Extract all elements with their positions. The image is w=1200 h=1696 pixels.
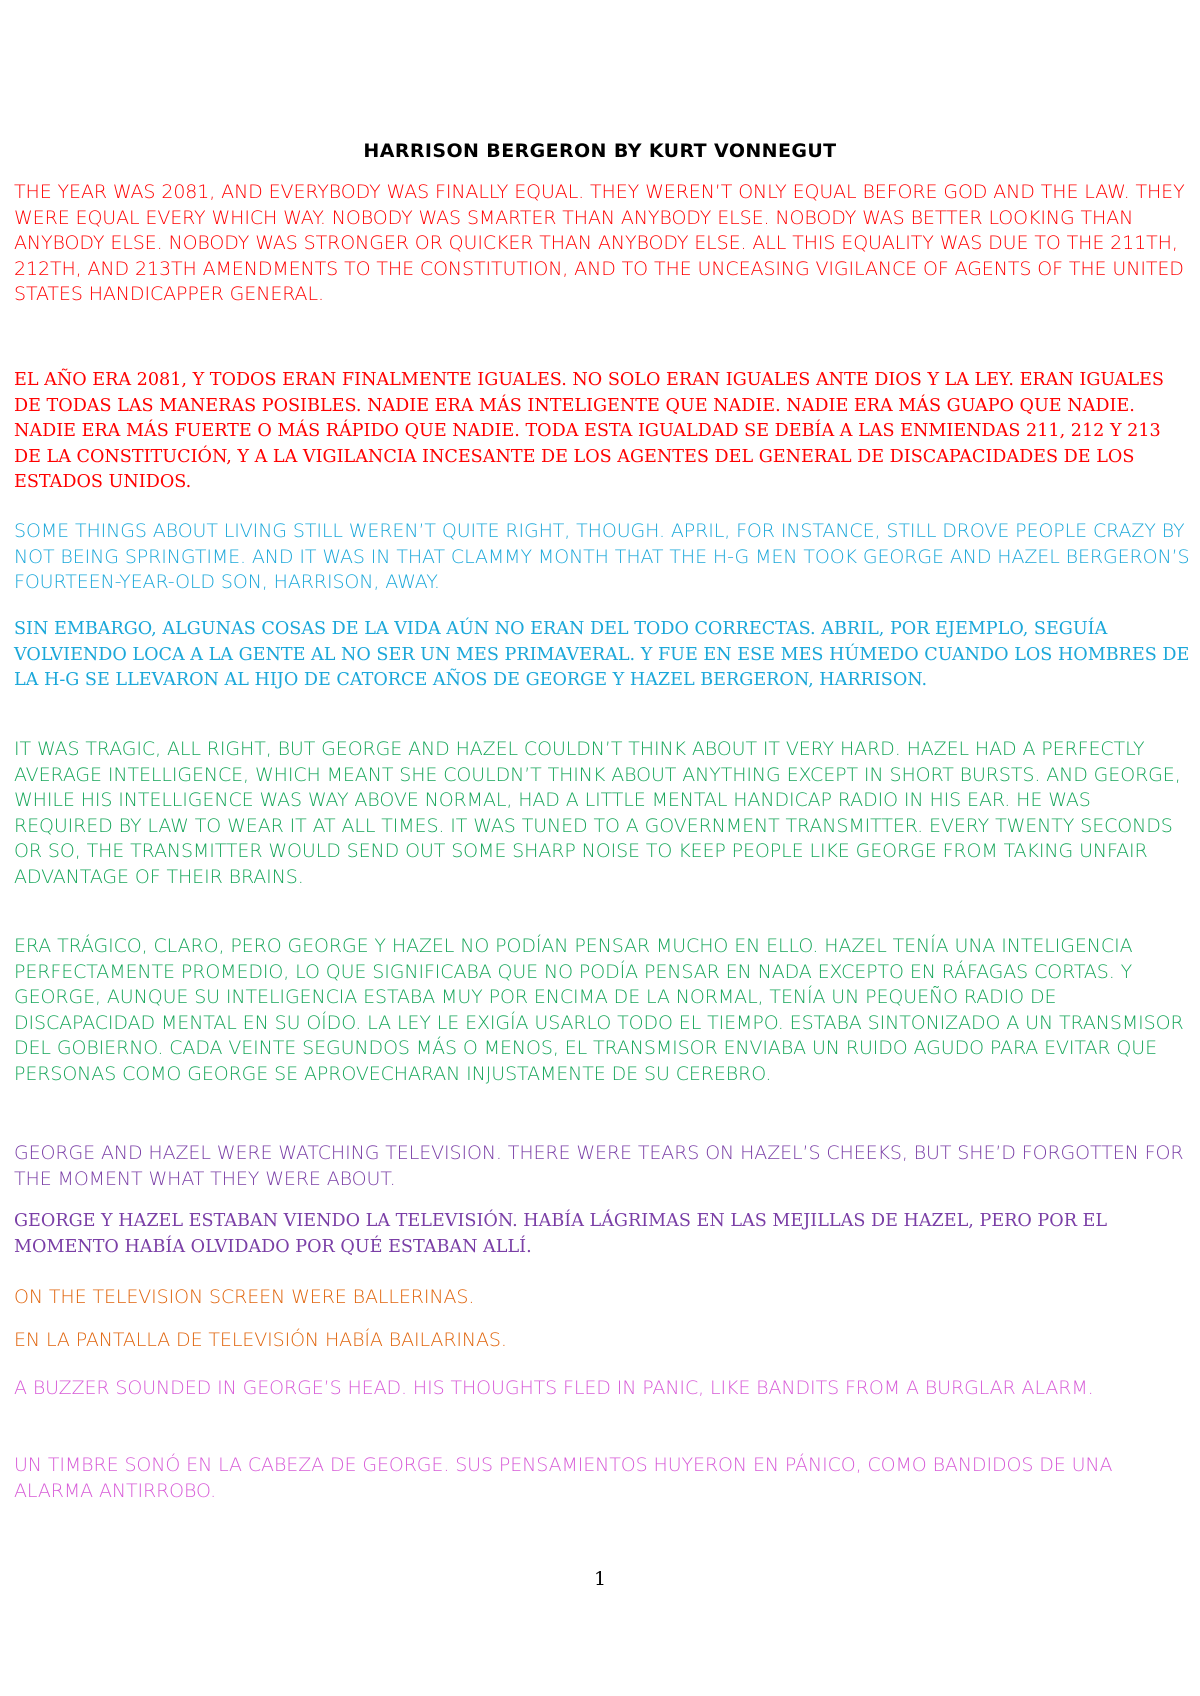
paragraph-spanish-6: UN TIMBRE SONÓ EN LA CABEZA DE GEORGE. SUS PENSAMIENTOS HUYERON EN PÁNICO, COMO BANDIDOS DE UNA ALARMA ANTIRROBO. (14, 1454, 1113, 1502)
paragraph-spanish-5: EN LA PANTALLA DE TELEVISIÓN HABÍA BAILARINAS. (14, 1329, 507, 1351)
paragraph-english-1: THE YEAR WAS 2081, AND EVERYBODY WAS FINALLY EQUAL. THEY WEREN’T ONLY EQUAL BEFORE GOD AND THE LAW. THEY WERE EQUAL EVERY WHICH WAY. NOBODY WAS SMARTER THAN ANYBODY ELSE. NOBODY WAS BETTER LOOKING THAN ANYBODY ELSE. NOBODY WAS STRONGER OR QUICKER THAN ANYBODY ELSE. ALL THIS EQUALITY WAS DUE TO THE 211TH, 212TH, AND 213TH AMENDMENTS TO THE CONSTITUTION, AND TO THE UNCEASING VIGILANCE OF AGENTS OF THE UNITED STATES HANDICAPPER GENERAL. (14, 181, 1185, 306)
paragraph-english-4: GEORGE AND HAZEL WERE WATCHING TELEVISION. THERE WERE TEARS ON HAZEL’S CHEEKS, BUT SHE’D FORGOTTEN FOR THE MOMENT WHAT THEY WERE ABOUT. (14, 1142, 1184, 1190)
paragraph-spanish-2: SIN EMBARGO, ALGUNAS COSAS DE LA VIDA AÚN NO ERAN DEL TODO CORRECTAS. ABRIL, POR EJEMPLO, SEGUÍA VOLVIENDO LOCA A LA GENTE AL NO SER UN MES PRIMAVERAL. Y FUE EN ESE MES HÚMEDO CUANDO LOS HOMBRES DE LA H-G SE LLEVARON AL HIJO DE CATORCE AÑOS DE GEORGE Y HAZEL BERGERON, HARRISON. (14, 619, 1190, 691)
document-title: HARRISON BERGERON BY KURT VONNEGUT (363, 140, 837, 162)
page-number: 1 (593, 1568, 607, 1590)
paragraph-english-5: ON THE TELEVISION SCREEN WERE BALLERINAS. (14, 1286, 475, 1308)
paragraph-spanish-4: GEORGE Y HAZEL ESTABAN VIENDO LA TELEVISIÓN. HABÍA LÁGRIMAS EN LAS MEJILLAS DE HAZEL, PERO POR EL MOMENTO HABÍA OLVIDADO POR QUÉ ESTABAN ALLÍ. (14, 1211, 1108, 1257)
paragraph-english-2: SOME THINGS ABOUT LIVING STILL WEREN’T QUITE RIGHT, THOUGH. APRIL, FOR INSTANCE, STILL DROVE PEOPLE CRAZY BY NOT BEING SPRINGTIME. AND IT WAS IN THAT CLAMMY MONTH THAT THE H-G MEN TOOK GEORGE AND HAZEL BERGERON’S FOURTEEN-YEAR-OLD SON, HARRISON, AWAY. (14, 520, 1190, 594)
paragraph-spanish-1: EL AÑO ERA 2081, Y TODOS ERAN FINALMENTE IGUALES. NO SOLO ERAN IGUALES ANTE DIOS Y LA LEY. ERAN IGUALES DE TODAS LAS MANERAS POSIBLES. NADIE ERA MÁS INTELIGENTE QUE NADIE. NADIE ERA MÁS GUAPO QUE NADIE. NADIE ERA MÁS FUERTE O MÁS RÁPIDO QUE NADIE. TODA ESTA IGUALDAD SE DEBÍA A LAS ENMIENDAS 211, 212 Y 213 DE LA CONSTITUCIÓN, Y A LA VIGILANCIA INCESANTE DE LOS AGENTES DEL GENERAL DE DISCAPACIDADES DE LOS ESTADOS UNIDOS. (14, 370, 1164, 493)
paragraph-english-3: IT WAS TRAGIC, ALL RIGHT, BUT GEORGE AND HAZEL COULDN’T THINK ABOUT IT VERY HARD. HAZEL HAD A PERFECTLY AVERAGE INTELLIGENCE, WHICH MEANT SHE COULDN’T THINK ABOUT ANYTHING EXCEPT IN SHORT BURSTS. AND GEORGE, WHILE HIS INTELLIGENCE WAS WAY ABOVE NORMAL, HAD A LITTLE MENTAL HANDICAP RADIO IN HIS EAR. HE WAS REQUIRED BY LAW TO WEAR IT AT ALL TIMES. IT WAS TUNED TO A GOVERNMENT TRANSMITTER. EVERY TWENTY SECONDS OR SO, THE TRANSMITTER WOULD SEND OUT SOME SHARP NOISE TO KEEP PEOPLE LIKE GEORGE FROM TAKING UNFAIR ADVANTAGE OF THEIR BRAINS. (14, 738, 1181, 888)
paragraph-english-6: A BUZZER SOUNDED IN GEORGE’S HEAD. HIS THOUGHTS FLED IN PANIC, LIKE BANDITS FROM A BURGLAR ALARM. (14, 1377, 1094, 1399)
paragraph-spanish-3: ERA TRÁGICO, CLARO, PERO GEORGE Y HAZEL NO PODÍAN PENSAR MUCHO EN ELLO. HAZEL TENÍA UNA INTELIGENCIA PERFECTAMENTE PROMEDIO, LO QUE SIGNIFICABA QUE NO PODÍA PENSAR EN NADA EXCEPTO EN RÁFAGAS CORTAS. Y GEORGE, AUNQUE SU INTELIGENCIA ESTABA MUY POR ENCIMA DE LA NORMAL, TENÍA UN PEQUEÑO RADIO DE DISCAPACIDAD MENTAL EN SU OÍDO. LA LEY LE EXIGÍA USARLO TODO EL TIEMPO. ESTABA SINTONIZADO A UN TRANSMISOR DEL GOBIERNO. CADA VEINTE SEGUNDOS MÁS O MENOS, EL TRANSMISOR ENVIABA UN RUIDO AGUDO PARA EVITAR QUE PERSONAS COMO GEORGE SE APROVECHARAN INJUSTAMENTE DE SU CEREBRO. (14, 935, 1184, 1085)
